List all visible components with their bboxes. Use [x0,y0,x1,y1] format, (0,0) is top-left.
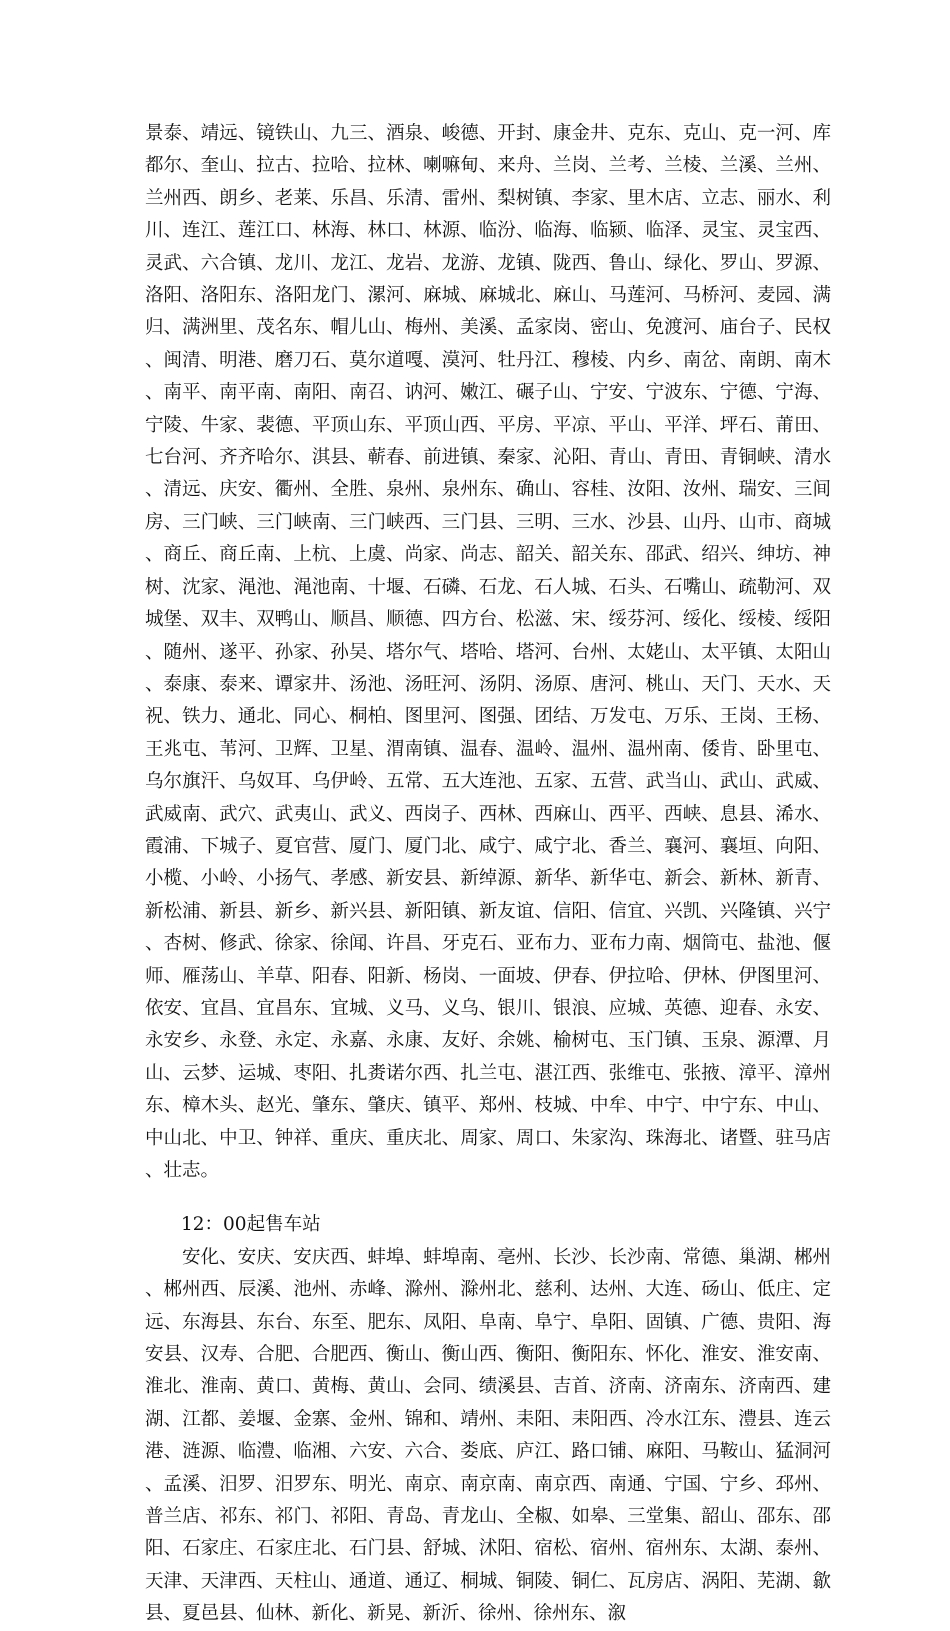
station-list-paragraph-1200: 安化、安庆、安庆西、蚌埠、蚌埠南、亳州、长沙、长沙南、常德、巢湖、郴州、郴州西、辰溪、池州、赤峰、滁州、滁州北、慈利、达州、大连、砀山、低庄、定远、东海县、东台、东至、肥东、凤阳、阜南、阜宁、阜阳、固镇、广德、贵阳、海安县、汉寿、合肥、合肥西、衡山、衡山西、衡阳、衡阳东、怀化、淮安、淮安南、淮北、淮南、黄口、黄梅、黄山、会同、绩溪县、吉首、济南、济南东、济南西、建湖、江都、姜堰、金寨、金州、锦和、靖州、耒阳、耒阳西、冷水江东、澧县、连云港、涟源、临澧、临湘、六安、六合、娄底、庐江、路口铺、麻阳、马鞍山、猛洞河、孟溪、汨罗、汨罗东、明光、南京、南京南、南京西、南通、宁国、宁乡、邳州、普兰店、祁东、祁门、祁阳、青岛、青龙山、全椒、如皋、三堂集、韶山、邵东、邵阳、石家庄、石家庄北、石门县、舒城、沭阳、宿松、宿州、宿州东、太湖、泰州、天津、天津西、天柱山、通道、通辽、桐城、铜陵、铜仁、瓦房店、涡阳、芜湖、歙县、夏邑县、仙林、新化、新晃、新沂、徐州、徐州东、溆 [145,1246,831,1625]
section-heading: 12：00起售车站 [181,1214,321,1236]
document-page [145,118,831,1631]
station-list-paragraph: 景泰、靖远、镜铁山、九三、酒泉、峻德、开封、康金井、克东、克山、克一河、库都尔、奎山、拉古、拉哈、拉林、喇嘛甸、来舟、兰岗、兰考、兰棱、兰溪、兰州、兰州西、朗乡、老莱、乐昌、乐清、雷州、梨树镇、李家、里木店、立志、丽水、利川、连江、莲江口、林海、林口、林源、临汾、临海、临颍、临泽、灵宝、灵宝西、灵武、六合镇、龙川、龙江、龙岩、龙游、龙镇、陇西、鲁山、绿化、罗山、罗源、洛阳、洛阳东、洛阳龙门、漯河、麻城、麻城北、麻山、马莲河、马桥河、麦园、满归、满洲里、茂名东、帽儿山、梅州、美溪、孟家岗、密山、免渡河、庙台子、民权、闽清、明港、磨刀石、莫尔道嘎、漠河、牡丹江、穆棱、内乡、南岔、南朗、南木、南平、南平南、南阳、南召、讷河、嫩江、碾子山、宁安、宁波东、宁德、宁海、宁陵、牛家、裴德、平顶山东、平顶山西、平房、平凉、平山、平洋、坪石、莆田、七台河、齐齐哈尔、淇县、蕲春、前进镇、秦家、沁阳、青山、青田、青铜峡、清水、清远、庆安、衢州、全胜、泉州、泉州东、确山、容桂、汝阳、汝州、瑞安、三间房、三门峡、三门峡南、三门峡西、三门县、三明、三水、沙县、山丹、山市、商城、商丘、商丘南、上杭、上虞、尚家、尚志、韶关、韶关东、邵武、绍兴、绅坊、神树、沈家、渑池、渑池南、十堰、石磷、石龙、石人城、石头、石嘴山、疏勒河、双城堡、双丰、双鸭山、顺昌、顺德、四方台、松滋、宋、绥芬河、绥化、绥棱、绥阳、随州、遂平、孙家、孙吴、塔尔气、塔哈、塔河、台州、太姥山、太平镇、太阳山、泰康、泰来、谭家井、汤池、汤旺河、汤阴、汤原、唐河、桃山、天门、天水、天祝、铁力、通北、同心、桐柏、图里河、图强、团结、万发屯、万乐、王岗、王杨、王兆屯、苇河、卫辉、卫星、渭南镇、温春、温岭、温州、温州南、倭肯、卧里屯、乌尔旗汗、乌奴耳、乌伊岭、五常、五大连池、五家、五营、武当山、武山、武威、武威南、武穴、武夷山、武义、西岗子、西林、西麻山、西平、西峡、息县、浠水、霞浦、下城子、夏官营、厦门、厦门北、咸宁、咸宁北、香兰、襄河、襄垣、向阳、小榄、小岭、小扬气、孝感、新安县、新绰源、新华、新华屯、新会、新林、新青、新松浦、新县、新乡、新兴县、新阳镇、新友谊、信阳、信宜、兴凯、兴隆镇、兴宁、杏树、修武、徐家、徐闻、许昌、牙克石、亚布力、亚布力南、烟筒屯、盐池、偃师、雁荡山、羊草、阳春、阳新、杨岗、一面坡、伊春、伊拉哈、伊林、伊图里河、依安、宜昌、宜昌东、宜城、义马、义乌、银川、银浪、应城、英德、迎春、永安、永安乡、永登、永定、永嘉、永康、友好、余姚、榆树屯、玉门镇、玉泉、源潭、月山、云梦、运城、枣阳、扎赉诺尔西、扎兰屯、湛江西、张维屯、张掖、漳平、漳州东、樟木头、赵光、肇东、肇庆、镇平、郑州、枝城、中牟、中宁、中宁东、中山、中山北、中卫、钟祥、重庆、重庆北、周家、周口、朱家沟、珠海北、诸暨、驻马店、壮志。 [145,123,831,1181]
